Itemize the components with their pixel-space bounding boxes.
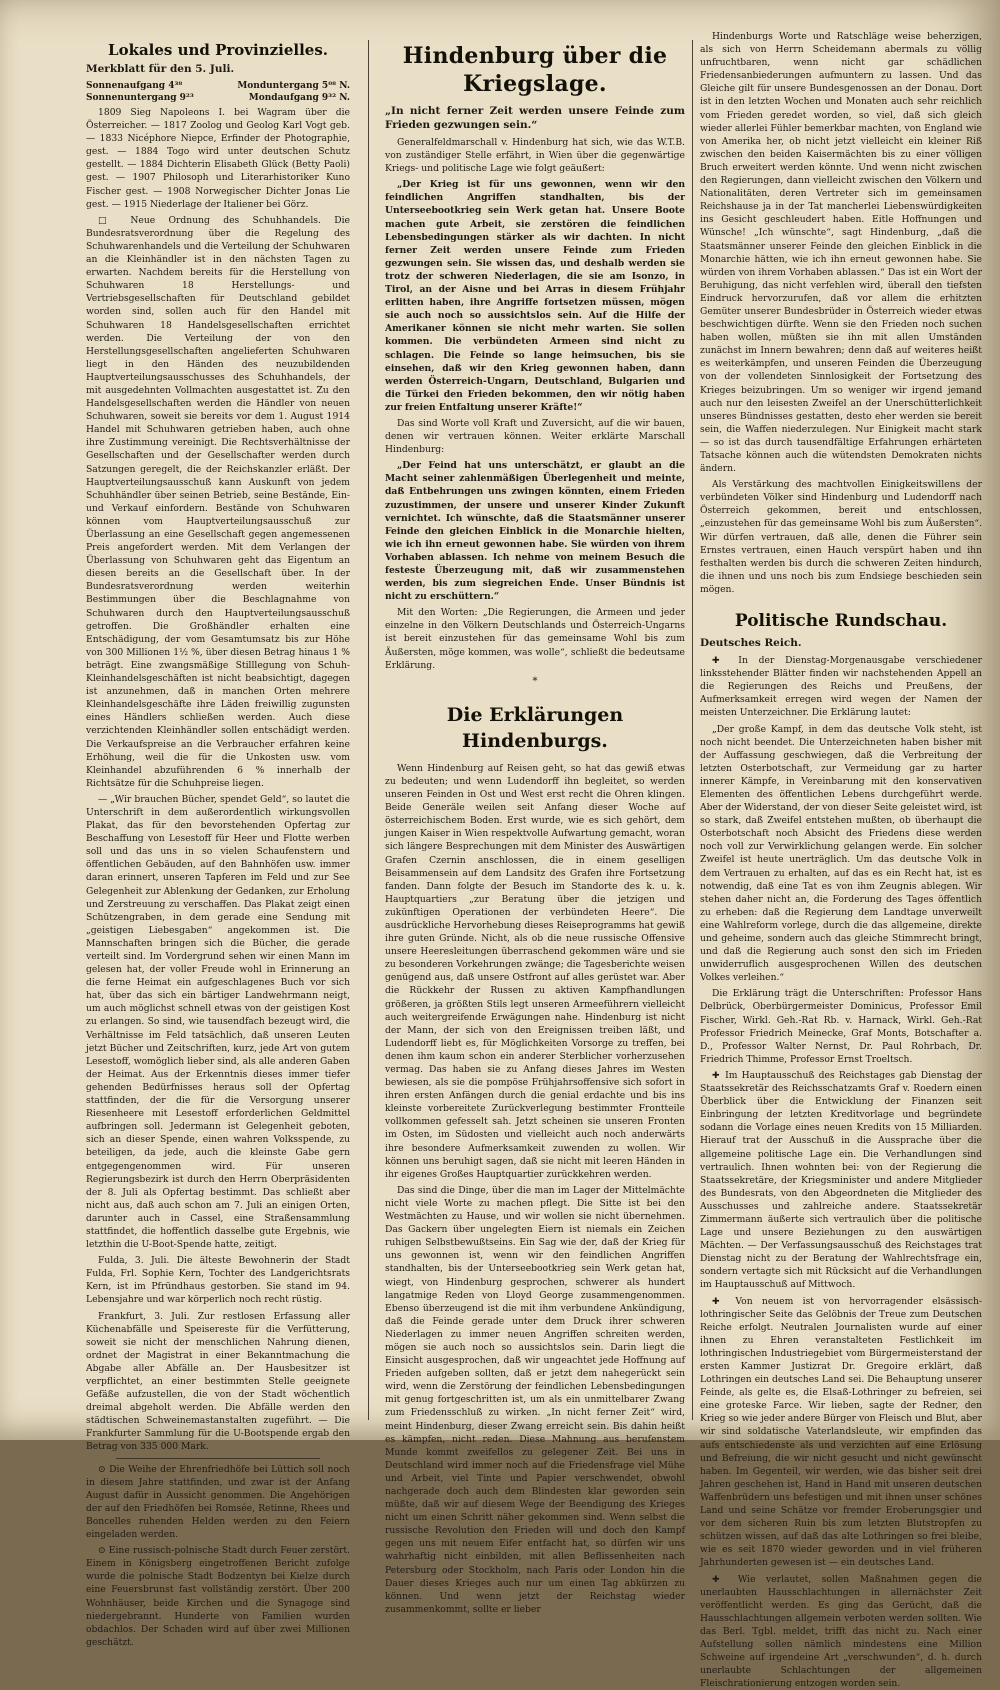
headline-declarations: Die Erklärungen Hindenburgs. bbox=[385, 702, 685, 754]
section-heading-politics: Politische Rundschau. bbox=[700, 610, 982, 632]
almanac-cell: Sonnenaufgang 4³⁸ bbox=[86, 80, 182, 92]
almanac-cell: Mondaufgang 9³² N. bbox=[249, 92, 350, 104]
article-paragraph: Hindenburgs Worte und Ratschläge weise beherzigen, als sich von Herrn Scheidemann abermals zu völlig unfruchtbaren, wenn nicht gar schädlichen Friedensanbiederungen aufmuntern zu lassen. Und das Gleiche gilt für unsere Bundesgenossen an der Donau. Dort ist in den letzten Wochen und Monaten auch sehr reichlich vom Frieden geredet worden, so viel, daß sich gleich wieder allerlei Fühler bemerkbar machten, von England wie von Amerika her, ob nicht jetzt vielleicht ein kleiner Riß zwischen den beiden Kaisermächten bis zu einer völligen Bruch erweitert werden könnte. Und wenn nicht zwischen den Regierungen, dann vielleicht zwischen den Völkern und Nationalitäten, deren Vertreter sich im gemeinsamen Reichshause ja in der Tat mancherlei Liebenswürdigkeiten ins Gesicht geschleudert haben. Eitle Hoffnungen und Wünsche! „Ich wünschte“, sagt Hindenburg, „daß die Staatsmänner unserer Feinde den gleichen Einblick in die Monarchie hätten, wie ich ihn erneut gewonnen habe. Sie würden von ihrem Vorhaben ablassen.“ Das ist ein Wort der Beruhigung, das nicht verfehlen wird, überall den tiefsten Eindruck hervorzurufen, daß vor allem die erhitzten Gemüter unserer Bundesbrüder in Österreich wieder etwas beschwichtigen dürfte. Wenn sie den Frieden noch suchen haben wollen, müßten sie ihn mit allen Umständen zunächst im Innern bewahren; denn daß auf weiteres heißt es weiterkämpfen, und unseren Feinden die Überzeugung von der vollendeten Sinnlosigkeit der Fortsetzung des Krieges beizubringen. Um so weniger wir irgend jemand auch nur den leisesten Zweifel an der Unerschütterlichkeit unseres Bündnisses gestatten, desto eher werden sie bereit sein, die Waffen niederzulegen. Nur Einigkeit macht stark — so ist das durch tausendfältige Erfahrungen erhärteten Tatsache können auch die wütendsten Demokraten nichts ändern. bbox=[700, 30, 982, 475]
almanac-text: 1809 Sieg Napoleons I. bei Wagram über die Österreicher. — 1817 Zoolog und Geolog Karl Vogt geb. — 1833 Nicéphore Niepce, Erfinder der Photographie, gest. — 1884 Togo wird unter deutschen Schutz gestellt. — 1884 Dichterin Elisabeth Glück (Betty Paoli) gest. — 1907 Philosoph und Literarhistoriker Kuno Fischer gest. — 1908 Norwegischer Dichter Jonas Lie gest. — 1915 Niederlage der Italiener bei Görz. bbox=[86, 106, 350, 211]
divider bbox=[116, 1458, 320, 1459]
article-paragraph: Das sind Worte voll Kraft und Zuversicht, auf die wir bauen, denen wir vertrauen können. Weiter erklärte Marschall Hindenburg: bbox=[385, 417, 685, 456]
article-paragraph: ⊙ Eine russisch-polnische Stadt durch Feuer zerstört. Einem in Königsberg eingetroffenen Bericht zufolge wurde die polnische Stadt Bodzentyn bei Kielze durch eine Feuersbrunst fast vollständig zerstört. Über 200 Wohnhäuser, beide Kirchen und die Synagoge sind niedergebrannt. Hunderte von Familien wurden obdachlos. Der Schaden wird auf über zwei Millionen geschätzt. bbox=[86, 1544, 350, 1649]
almanac-title: Merkblatt für den 5. Juli. bbox=[86, 62, 350, 76]
section-subheading-reich: Deutsches Reich. bbox=[700, 636, 982, 650]
article-paragraph: — „Wir brauchen Bücher, spendet Geld“, so lautet die Unterschrift in dem außerordentlich wirkungsvollen Plakat, das für den bevorstehenden Opfertag zur Beschaffung von Lesestoff für Heer und Flotte werben soll und das uns in so vielen Schaufenstern und öffentlichen Gebäuden, auf den Bahnhöfen usw. immer daran erinnert, unseren Tapferen im Feld und zur See Gelegenheit zur Ablenkung der Gedanken, zur Erholung und Zerstreuung zu verschaffen. Das Plakat zeigt einen Schützengraben, in dem gerade eine Sendung mit „geistigen Liebesgaben“ angekommen ist. Die Mannschaften bringen sich die Bücher, die gerade verteilt sind. Im Vordergrund sehen wir einen Mann im gelesen hat, der voller Freude wohl in Erinnerung an die ferne Heimat ein aufgeschlagenes Buch vor sich hat, über das sich ein bärtiger Landwehrmann neigt, um auch möglichst schnell etwas von der geistigen Kost zu erlangen. So sind, wie tausendfach bezeugt wird, die Verhältnisse im Feld tatsächlich, daß unseren Leuten jetzt Bücher und Zeitschriften, kurz, jede Art von gutem Lesestoff, womöglich lieber sind, als alle anderen Gaben der Heimat. Aus der Erkenntnis dieses immer tiefer gehenden Bedürfnisses heraus soll der Opfertag stattfinden, der die für die Versorgung unserer Riesenheere mit Lesestoff erforderlichen Geldmittel aufbringen soll. Jedermann ist Gelegenheit geboten, sich an dieser Spende, einen wahren Volksspende, zu beteiligen, da jede, auch die kleinste Gabe gern entgegengenommen wird. Für unseren Regierungsbezirk ist durch den Herrn Oberpräsidenten der 8. Juli als Opfertag bestimmt. Das schließt aber nicht aus, daß auch schon am 7. Juli an einigen Orten, darunter auch in Cassel, eine Straßensammlung stattfindet, die hoffentlich dasselbe gute Ergebnis, wie letzthin die U-Boot-Spende hatte, zeitigt. bbox=[86, 793, 350, 1251]
article-paragraph: „Der große Kampf, in dem das deutsche Volk steht, ist noch nicht beendet. Die Unterzeichneten haben bisher mit der Auffassung geschwiegen, daß die Verbreitung der letzten Osterbotschaft, zur Vermeidung gar zu harter innerer Kämpfe, in Vereinbarung mit den konservativen Elementen des öffentlichen Lebens durchgeführt werde. Aber der Widerstand, der von dieser Seite geleistet wird, ist so stark, daß Zweifel entstehen mußten, ob überhaupt die Osterbotschaft noch Absicht des Friedens diese werden noch voll zur Verwirklichung gelangen werde. Ein solcher Zweifel ist heute unerträglich. Um das deutsche Volk in dem Vertrauen zu erhalten, auf das es ein Recht hat, ist es notwendig, daß eine Tat es von ihm Zeugnis ablegen. Wir stehen daher nicht an, die Forderung des Tages öffentlich zu erheben: daß die Regierung dem Landtage unverweilt eine Wahlreform vorlege, durch die das allgemeine, direkte und geheime, sondern auch das gleiche Stimmrecht bringt, und daß die Regierung auch sonst den sich im Frieden unwiderruflich ausgesprochenen Willen des deutschen Volkes verleihen.“ bbox=[700, 723, 982, 985]
almanac-table bbox=[86, 80, 350, 104]
column-local-news bbox=[86, 30, 350, 1420]
article-paragraph: Frankfurt, 3. Juli. Zur restlosen Erfassung aller Küchenabfälle und Speisereste für die Verfütterung, soweit sie nicht der menschlichen Nahrung dienen, ordnet der Magistrat in einer Bekanntmachung die Abgabe aller Abfälle an. Der Hausbesitzer ist verpflichtet, an einer bestimmten Stelle geeignete Gefäße aufzustellen, die von der Stadt wöchentlich dreimal abgeholt werden. Die Abfälle werden den städtischen Schweinemastanstalten zugeführt. — Die Frankfurter Sammlung für die U-Bootspende ergab den Betrag von 335 000 Mark. bbox=[86, 1310, 350, 1454]
article-paragraph: ✚ Von neuem ist von hervorragender elsässisch-lothringischer Seite das Gelöbnis der Treue zum Deutschen Reiche erfolgt. Neutralen Journalisten wurde auf einer ihnen zu Ehren veranstalteten Festlichkeit im lothringischen Industriegebiet vom Bürgermeisterstand der ersten Kammer Justizrat Dr. Gregoire erklärt, daß Lothringen ein deutsches Land sei. Die Behauptung unserer Feinde, als gelte es, die Elsaß-Lothringer zu befreien, sei eine groteske Farce. Wir lieben, sagte der Redner, den Krieg so wie jeder andere Bürger von Fleisch und Blut, aber wir sind soldatische Vaterlandsleute, wir empfinden das aufs entschiedenste als und verzichten auf eine Erlösung und Befreiung, die wir nicht gesucht und nicht gewünscht haben. Im Gegenteil, wir werden, wie das bisher seit drei Jahren geschehen ist, Hand in Hand mit unseren deutschen Waffenbrüdern uns befestigen und mit ihnen unser schönes Land und seine Schätze vor fremder Eroberungsgier und vor dem sicheren Ruin bis zum letzten Blutstropfen zu schützen wissen, auf daß das alte Lothringen so frei bleibe, wie es seit 1870 wieder geworden und in viel früheren Jahrhunderten gewesen ist — ein deutsches Land. bbox=[700, 1295, 982, 1570]
article-paragraph: Die Erklärung trägt die Unterschriften: Professor Hans Delbrück, Oberbürgermeister Dominicus, Professor Emil Fischer, Wirkl. Geh.-Rat Rb. v. Harnack, Wirkl. Geh.-Rat Professor Friedrich Meinecke, Graf Monts, Botschafter a. D., Professor Walter Nernst, Dr. Paul Rohrbach, Dr. Friedrich Thimme, Professor Ernst Troeltsch. bbox=[700, 987, 982, 1066]
almanac-cell: Monduntergang 5⁰⁸ N. bbox=[237, 80, 350, 92]
quote-block: „Der Feind hat uns unterschätzt, er glaubt an die Macht seiner zahlenmäßigen Überlegenheit und meinte, daß Entbehrungen uns zwingen könnten, einem Frieden zuzustimmen, der unsere und unserer Kinder Zukunft vernichtet. Ich wünschte, daß die Staatsmänner unserer Feinde den gleichen Einblick in die Monarchie hielten, wie ich ihn erneut gewonnen habe. Sie würden von ihrem Vorhaben ablassen. Ich nehme von meinem Besuch die festeste Überzeugung mit, daß wir zusammenstehen werden, bis zum siegreichen Ende. Unser Bündnis ist nicht zu erschüttern.“ bbox=[385, 459, 685, 603]
headline-hindenburg: Hindenburg über die Kriegslage. bbox=[385, 42, 685, 98]
article-paragraph: ✚ In der Dienstag-Morgenausgabe verschiedener linksstehender Blätter finden wir nachstehenden Appell an die Regierungen des Reichs und Preußens, der Aufmerksamkeit erregen wird wegen der Namen der meisten Unterzeichner. Die Erklärung lautet: bbox=[700, 654, 982, 719]
article-paragraph: ⊙ Die Weihe der Ehrenfriedhöfe bei Lüttich soll noch in diesem Jahre stattfinden, und zwar ist der Anfang August dafür in Aussicht genommen. Die Angehörigen der auf den Friedhöfen bei Romsée, Retinne, Rhees und Boncelles ruhenden Helden werden zu den Feiern eingeladen werden. bbox=[86, 1463, 350, 1542]
article-paragraph: Mit den Worten: „Die Regierungen, die Armeen und jeder einzelne in den Völkern Deutschlands und Österreich-Ungarns ist bereit einzustehen für das gemeinsame Wohl bis zum Äußersten, möge kommen, was wolle“, schließt die bedeutsame Erklärung. bbox=[385, 606, 685, 671]
article-paragraph: Als Verstärkung des machtvollen Einigkeitswillens der verbündeten Völker sind Hindenburg und Ludendorff nach Österreich gekommen, bereit und entschlossen, „einzustehen für das gemeinsame Wohl bis zum Äußersten“. Wir dürfen vertrauen, daß alle, denen die Führer sein Ernstes vertrauen, einen Hauch verspürt haben und ihn festhalten werden bis durch die schweren Zeiten hindurch, die ihnen und uns noch bis zum Endsiege beschieden sein mögen. bbox=[700, 478, 982, 596]
separator-star: * bbox=[385, 675, 685, 688]
article-paragraph: □ Neue Ordnung des Schuhhandels. Die Bundesratsverordnung über die Regelung des Schuhwarenhandels und die Verteilung der Schuhwaren an die Kleinhändler ist in den nächsten Tagen zu erwarten. Nachdem bereits für die Herstellung von Schuhwaren 18 Herstellungs- und Vertriebsgesellschaften für Deutschland gebildet worden sind, sollen auch für den Handel mit Schuhwaren 18 Handelsgesellschaften errichtet werden. Die Verteilung der von den Herstellungsgesellschaften angelieferten Schuhwaren liegt in den Händen des neuzubildenden Hauptverteilungsausschusses des Schuhhandels, der mit ausgedehnten Vollmachten ausgestattet ist. Zu den Handelsgesellschaften werden die Händler von neuen Schuhwaren, soweit sie bereits vor dem 1. August 1914 Handel mit Schuhwaren getrieben haben, auch ohne ihre Zustimmung vereinigt. Die Rechtsverhältnisse der Gesellschaften und der Gesellschafter werden durch Satzungen geregelt, die der Reichskanzler erläßt. Der Hauptverteilungsausschuß kann Auskunft von jedem Schuhhändler über seinen Betrieb, seine Bestände, Ein- und Verkauf einfordern. Bestände von Schuhwaren können vom Hauptverteilungsausschuß zur Überlassung an eine Gesellschaft gegen angemessenen Preis angefordert werden. Mit dem Verlangen der Überlassung von Schuhwaren geht das Eigentum an diesen bereits an die Gesellschaft über. In der Bundesratsverordnung werden weiterhin Bestimmungen über die Beschlagnahme von Schuhwaren durch den Hauptverteilungsausschuß getroffen. Die Großhändler erhalten eine Entschädigung, der vom Gesamtumsatz bis zur Höhe von 300 Millionen 1½ %, über diesen Betrag hinaus 1 % beträgt. Eine zwangsmäßige Stilllegung von Schuh-Kleinhandelsgeschäften ist nicht beabsichtigt, dagegen ist anzunehmen, daß in manchen Orten mehrere Kleinhandelsgeschäfte ihre Läden freiwillig zugunsten eines Händlers schließen werden. Auch diese verzichtenden Kleinhändler sollen entschädigt werden. Die Verkaufspreise an die Verbraucher erfahren keine Erhöhung, weil die für die Unkosten usw. vom Kleinhandel abzuführenden 6 % innerhalb der Richtsätze für die Schuhpreise liegen. bbox=[86, 214, 350, 790]
quote-block: „Der Krieg ist für uns gewonnen, wenn wir den feindlichen Angriffen standhalten, bis der Unterseebootkrieg sein Werk getan hat. Unsere Boote machen gute Arbeit, sie zerstören die feindlichen Lebensbedingungen stärker als wir dachten. In nicht ferner Zeit werden unsere Feinde zum Frieden gezwungen sein. Sie wissen das, und deshalb werden sie trotz der schweren Niederlagen, die sie am Isonzo, in Tirol, an der Aisne und bei Arras in diesem Frühjahr erlitten haben, ihre Angriffe fortsetzen müssen, mögen sie auch noch so aussichtslos sein. Auf die Hilfe der Amerikaner können sie nicht mehr warten. Sie sollen kommen. Die verbündeten Armeen sind nicht zu schlagen. Die Feinde so lange heimsuchen, bis sie einsehen, daß wir den Krieg gewonnen haben, dann werden Österreich-Ungarn, Deutschland, Bulgarien und die Türkei den Frieden bekommen, den wir nötig haben zur freien Entfaltung unserer Kräfte!“ bbox=[385, 178, 685, 414]
column-politics bbox=[700, 30, 982, 1420]
column-hindenburg bbox=[385, 30, 685, 1420]
article-paragraph: Fulda, 3. Juli. Die älteste Bewohnerin der Stadt Fulda, Frl. Sophie Kern, Tochter des Landgerichtsrats Kern, ist im Pfründhaus gestorben. Sie stand im 94. Lebensjahre und war körperlich noch recht rüstig. bbox=[86, 1254, 350, 1306]
section-heading-local: Lokales und Provinzielles. bbox=[86, 40, 350, 60]
article-paragraph: ✚ Im Hauptausschuß des Reichstages gab Dienstag der Staatssekretär des Reichsschatzamts Graf v. Roedern einen Überblick über die Entwicklung der Finanzen seit Einbringung der letzten Kreditvorlage und begründete sodann die Vorlage eines neuen Kredits von 15 Milliarden. Hierauf trat der Ausschuß in die Aussprache über die allgemeine politische Lage ein. Die Verhandlungen sind vertraulich. Ihnen wohnten bei: von der Regierung die Staatssekretäre, der Kriegsminister und andere Mitglieder des Bundesrats, von den Abgeordneten die Mitglieder des Ausschusses und zahlreiche andere. Staatssekretär Zimmermann äußerte sich vertraulich über die politische Lage und unsere Beziehungen zu den auswärtigen Mächten. — Der Verfassungsausschuß des Reichstages trat Dienstag nicht zu der Beratung der Wahlrechtsfrage ein, sondern vertagte sich mit Rücksicht auf die Verhandlungen im Hauptausschuß auf Mittwoch. bbox=[700, 1069, 982, 1292]
article-paragraph: ✚ Wie verlautet, sollen Maßnahmen gegen die unerlaubten Hausschlachtungen in allernächster Zeit veröffentlicht werden. Es ging das Gerücht, daß die Hausschlachtungen allgemein verboten werden sollten. Wie das Berl. Tgbl. meldet, trifft das nicht zu. Nach einer Aufstellung sollen nämlich mindestens eine Million Schweine auf irgendeine Art „verschwunden“, d. h. durch unerlaubte Schlachtungen der allgemeinen Fleischrationierung entzogen worden sein. bbox=[700, 1573, 982, 1690]
article-intro: Generalfeldmarschall v. Hindenburg hat sich, wie das W.T.B. von zuständiger Stelle erfährt, in Wien über die gegenwärtige Kriegs- und politische Lage wie folgt geäußert: bbox=[385, 136, 685, 175]
article-paragraph: Das sind die Dinge, über die man im Lager der Mittelmächte nicht viele Worte zu machen pflegt. Die Sitte ist bei den Westmächten zu Hause, und wir wollen sie nicht übernehmen. Das Gackern über ungelegten Eiern ist niemals ein Zeichen ruhigen Selbstbewußtseins. Ein Sag wie der, daß der Krieg für uns gewonnen ist, wenn wir den feindlichen Angriffen standhalten, bis der Unterseebootkrieg sein Werk getan hat, wiegt, von Hindenburg gesprochen, schwerer als hundert langatmige Reden von Lloyd George zusammengenommen. Ebenso überzeugend ist die mit ihm verbundene Ankündigung, daß die Feinde gerade unter dem Druck ihrer schweren Niederlagen zu immer neuen Angriffen schreiten werden, mögen sie auch noch so aussichtslos sein. Darin liegt die Einsicht ausgesprochen, daß wir ungeachtet jede Hoffnung auf Frieden aufgeben sollten, daß er jetzt dem nahegerückt sein wird, wenn die Zerstörung der feindlichen Lebensbedingungen mit genug fortgeschritten ist, um als ein unmittelbarer Zwang zum Friedensschluß zu wirken. „In nicht ferner Zeit“ wird, meint Hindenburg, dieser Zwang erreicht sein. Bis dahin heißt es kämpfen, nicht reden. Diese Mahnung aus berufenstem Munde kommt zweifellos zu gelegener Zeit. Bei uns in Deutschland wird immer noch auf die Friedensfrage viel Mühe und Arbeit, viel Tinte und Papier verschwendet, obwohl nachgerade doch auch dem Blindesten klar geworden sein müßte, daß wir auf diesem Wege der Beendigung des Krieges nicht um einen Schritt näher gekommen sind. Wenn selbst die russische Revolution den Frieden will und doch den Kampf gegen uns mit neuem Eifer entfacht hat, so dürfen wir uns wahrhaftig nicht einbilden, mit allen Beflissenheiten nach Petersburg oder Stockholm, nach Paris oder London hin die Dauer dieses Krieges auch nur um einen Tag abkürzen zu können. Und wenn jetzt der Reichstag wieder zusammenkommt, sollte er lieber bbox=[385, 1184, 685, 1616]
almanac-row bbox=[86, 92, 350, 104]
headline-subtitle: „In nicht ferner Zeit werden unsere Feinde zum Frieden gezwungen sein.“ bbox=[385, 104, 685, 132]
article-paragraph: Wenn Hindenburg auf Reisen geht, so hat das gewiß etwas zu bedeuten; und wenn Ludendorff ihn begleitet, so werden unseren Feinden in Ost und West erst recht die Ohren klingen. Beide Generäle weilen seit Anfang dieser Woche auf österreichischem Boden. Erst wurde, wie es sich gehört, dem jungen Kaiser in Wien respektvolle Aufwartung gemacht, woran sich längere Besprechungen mit dem Minister des Auswärtigen Grafen Czernin anschlossen, die in einem geselligen Beisammensein auf dem Landsitz des Grafen ihre Fortsetzung fanden. Dann folgte der Besuch im Standorte des k. u. k. Hauptquartiers „zur Beratung über die jetzigen und zukünftigen Operationen der verbündeten Heere“. Die ausdrückliche Hervorhebung dieses Reiseprogramms hat gewiß ihre guten Gründe. Nicht, als ob die neue russische Offensive unsere Heeresleitungen überraschend gekommen wäre und sie zu besonderen Vorkehrungen zwänge; die Tagesberichte weisen genügend aus, daß unsere Ostfront auf alles gerüstet war. Aber die Rückkehr der Russen zu aktiven Kampfhandlungen größeren, ja größten Stils legt unseren Armeeführern vielleicht auch weitergreifende Erwägungen nahe. Hindenburg ist nicht der Mann, der sich von den Ereignissen treiben läßt, und Ludendorff liebt es, für Möglichkeiten Vorsorge zu treffen, bei denen ihm kaum schon ein anderer Sterblicher vorherzusehen vermag. Das haben sie zu Anfang dieses Jahres im Westen bewiesen, als sie die pompöse Frühjahrsoffensive sich sofort in ihren ersten Anfängen durch die genial erdachte und bis ins kleinste vorbereitete Zurückverlegung bestimmter Frontteile vollkommen gefesselt sah. Jetzt scheinen sie unseren Fronten im Osten, im Südosten und vielleicht auch noch anderwärts ihre besondere Aufmerksamkeit zuwenden zu wollen. Wir können uns beruhigt sagen, daß sie nicht mit leeren Händen in ihr eigenes Großes Hauptquartier zurückkehren werden. bbox=[385, 762, 685, 1181]
column-rule-left bbox=[368, 40, 369, 1420]
almanac-cell: Sonnenuntergang 9²³ bbox=[86, 92, 194, 104]
almanac-row bbox=[86, 80, 350, 92]
column-rule-right bbox=[692, 40, 693, 1420]
